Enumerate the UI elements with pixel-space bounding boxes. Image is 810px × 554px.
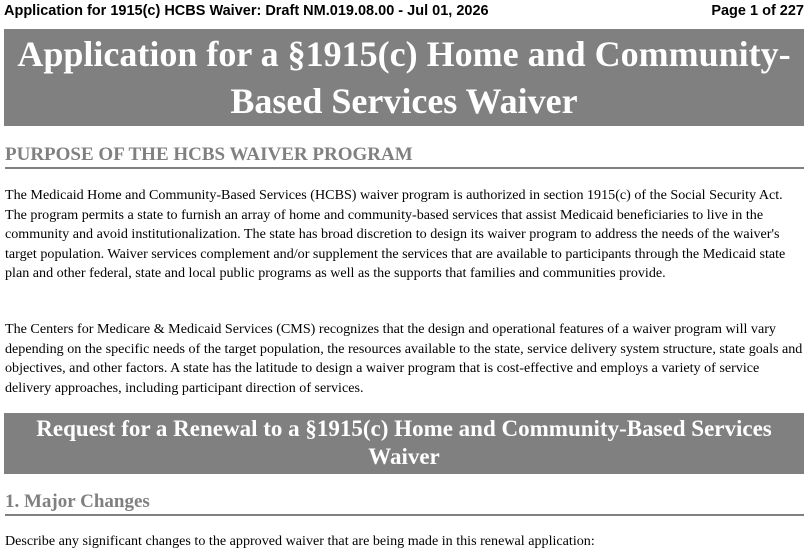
document-title-header: Application for 1915(c) HCBS Waiver: Draft NM.019.08.00 - Jul 01, 2026: [4, 3, 489, 19]
page-number: Page 1 of 227: [711, 3, 804, 19]
major-changes-prompt: Describe any significant changes to the approved waiver that are being made in this renewal application:: [5, 533, 595, 549]
major-changes-heading: 1. Major Changes: [5, 491, 804, 516]
purpose-paragraph-2: The Centers for Medicare & Medicaid Services (CMS) recognizes that the design and operational features of a waiver program will vary depending on the specific needs of the target population, the resources available to the state, service delivery system structure, state goals and objectives, and other factors. A state has the latitude to design a waiver program that is cost-effective and employs a variety of service delivery approaches, including participant direction of services.: [5, 321, 803, 396]
purpose-section-heading: PURPOSE OF THE HCBS WAIVER PROGRAM: [5, 144, 804, 169]
page-header: [4, 3, 804, 23]
purpose-paragraph-1: The Medicaid Home and Community-Based Services (HCBS) waiver program is authorized in section 1915(c) of the Social Security Act. The program permits a state to furnish an array of home and community-based services that assist Medicaid beneficiaries to live in the community and avoid institutionalization. The state has broad discretion to design its waiver program to address the needs of the waiver's target population. Waiver services complement and/or supplement the services that are available to participants through the Medicaid state plan and other federal, state and local public programs as well as the supports that families and communities provide.: [5, 187, 786, 281]
renewal-request-banner: Request for a Renewal to a §1915(c) Home and Community-Based Services Waiver: [4, 413, 804, 474]
application-title-banner: Application for a §1915(c) Home and Community-Based Services Waiver: [4, 29, 804, 126]
